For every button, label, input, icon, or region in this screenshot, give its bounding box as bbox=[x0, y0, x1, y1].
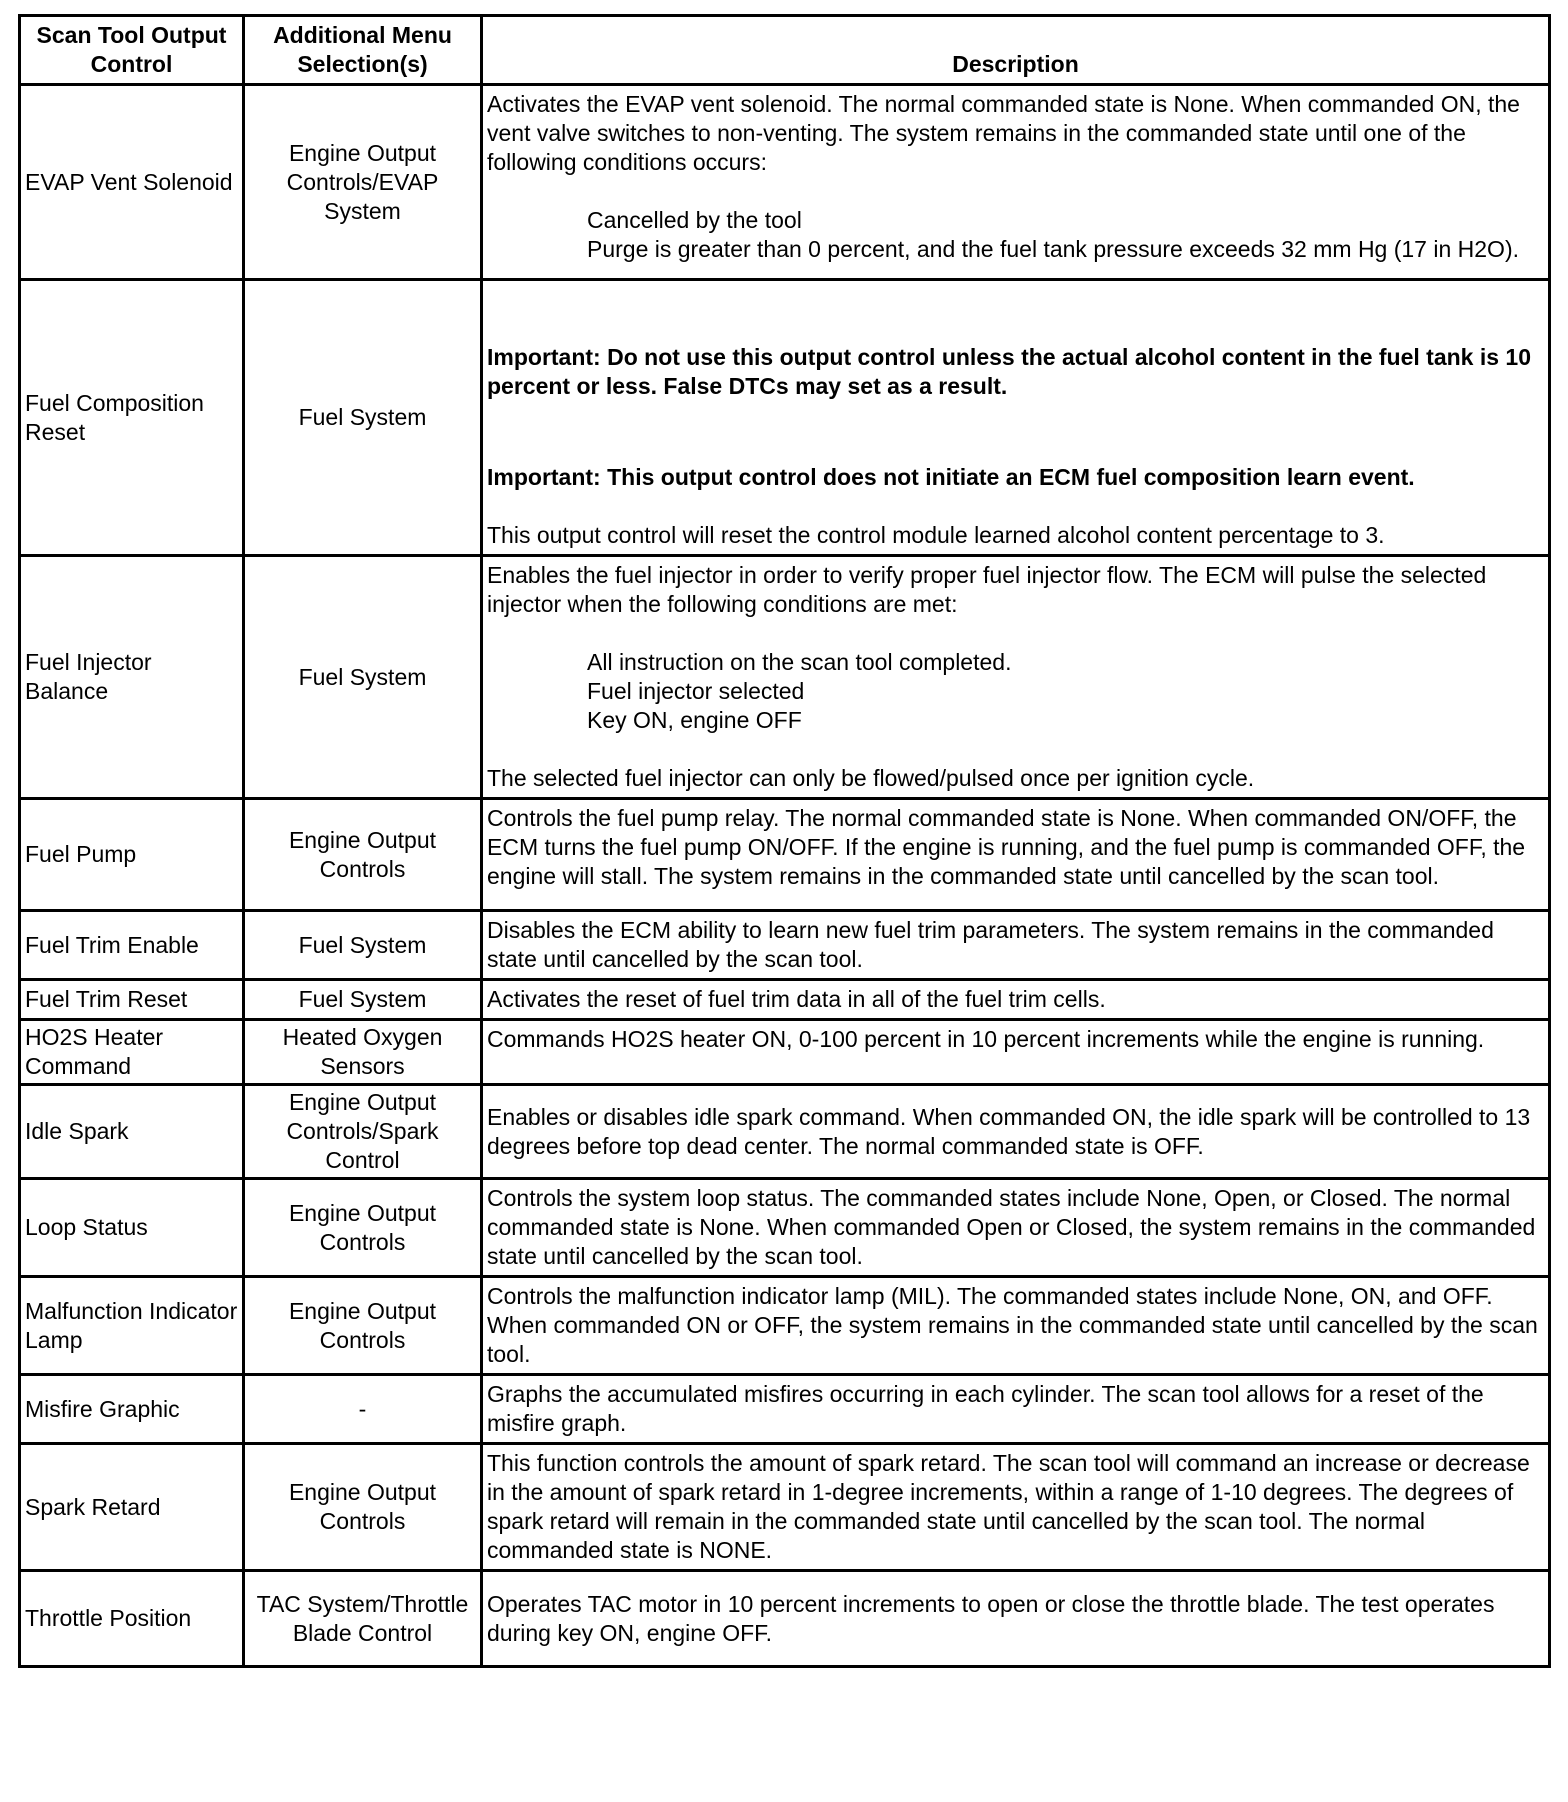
description-text: Activates the EVAP vent solenoid. The normal commanded state is None. When commanded ON, the vent valve switches to non-venting. The system remains in the commanded state until one of the following conditions occurs: bbox=[487, 91, 1520, 175]
description-cell: Controls the fuel pump relay. The normal commanded state is None. When commanded ON/OFF, the ECM turns the fuel pump ON/OFF. If the engine is running, and the fuel pump is commanded OFF, the engine will stall. The system remains in the commanded state until cancelled by the scan tool. bbox=[482, 799, 1550, 911]
table-row bbox=[20, 1020, 1550, 1085]
control-cell: Fuel Injector Balance bbox=[20, 556, 244, 799]
description-cell bbox=[482, 85, 1550, 280]
scan-tool-output-controls-table bbox=[18, 14, 1551, 1668]
table-row bbox=[20, 1571, 1550, 1667]
menu-cell: Engine Output Controls bbox=[244, 1179, 482, 1277]
control-cell: Throttle Position bbox=[20, 1571, 244, 1667]
table-row bbox=[20, 980, 1550, 1020]
description-cell: Activates the reset of fuel trim data in all of the fuel trim cells. bbox=[482, 980, 1550, 1020]
description-cell: Disables the ECM ability to learn new fuel trim parameters. The system remains in the commanded state until cancelled by the scan tool. bbox=[482, 911, 1550, 980]
control-cell: Fuel Pump bbox=[20, 799, 244, 911]
important-note: Important: Do not use this output control unless the actual alcohol content in the fuel tank is 10 percent or less. False DTCs may set as a result. bbox=[487, 344, 1532, 399]
menu-cell: Engine Output Controls bbox=[244, 1444, 482, 1571]
header-description: Description bbox=[482, 16, 1550, 85]
description-cell: Controls the malfunction indicator lamp (MIL). The commanded states include None, ON, and OFF. When commanded ON or OFF, the system remains in the commanded state until cancelled by the scan tool. bbox=[482, 1277, 1550, 1375]
menu-cell: Engine Output Controls/Spark Control bbox=[244, 1085, 482, 1179]
table-row bbox=[20, 1085, 1550, 1179]
table-row bbox=[20, 1179, 1550, 1277]
menu-cell: Engine Output Controls bbox=[244, 1277, 482, 1375]
header-control: Scan Tool Output Control bbox=[20, 16, 244, 85]
table-row bbox=[20, 799, 1550, 911]
header-row bbox=[20, 16, 1550, 85]
description-cell: Enables or disables idle spark command. When commanded ON, the idle spark will be controlled to 13 degrees before top dead center. The normal commanded state is OFF. bbox=[482, 1085, 1550, 1179]
condition-list bbox=[487, 648, 1544, 735]
list-item: Fuel injector selected bbox=[587, 678, 805, 704]
control-cell: Fuel Composition Reset bbox=[20, 280, 244, 556]
description-text: The selected fuel injector can only be flowed/pulsed once per ignition cycle. bbox=[487, 765, 1255, 791]
list-item: Purge is greater than 0 percent, and the fuel tank pressure exceeds 32 mm Hg (17 in H2O). bbox=[587, 236, 1519, 262]
description-text: This output control will reset the control module learned alcohol content percentage to 3. bbox=[487, 522, 1385, 548]
description-cell: Graphs the accumulated misfires occurring in each cylinder. The scan tool allows for a reset of the misfire graph. bbox=[482, 1375, 1550, 1444]
description-cell bbox=[482, 280, 1550, 556]
menu-cell: - bbox=[244, 1375, 482, 1444]
control-cell: Malfunction Indicator Lamp bbox=[20, 1277, 244, 1375]
description-cell: This function controls the amount of spark retard. The scan tool will command an increase or decrease in the amount of spark retard in 1-degree increments, within a range of 1-10 degrees. The degrees of spark retard will remain in the commanded state until cancelled by the scan tool. The normal commanded state is NONE. bbox=[482, 1444, 1550, 1571]
menu-cell: TAC System/Throttle Blade Control bbox=[244, 1571, 482, 1667]
condition-list bbox=[487, 206, 1544, 264]
control-cell: Idle Spark bbox=[20, 1085, 244, 1179]
menu-cell: Engine Output Controls bbox=[244, 799, 482, 911]
description-text: Enables the fuel injector in order to verify proper fuel injector flow. The ECM will pulse the selected injector when the following conditions are met: bbox=[487, 562, 1487, 617]
description-cell: Controls the system loop status. The commanded states include None, Open, or Closed. The normal commanded state is None. When commanded Open or Closed, the system remains in the commanded state until cancelled by the scan tool. bbox=[482, 1179, 1550, 1277]
menu-cell: Fuel System bbox=[244, 980, 482, 1020]
table-row bbox=[20, 556, 1550, 799]
menu-cell: Fuel System bbox=[244, 556, 482, 799]
menu-cell: Fuel System bbox=[244, 280, 482, 556]
control-cell: Misfire Graphic bbox=[20, 1375, 244, 1444]
description-cell bbox=[482, 556, 1550, 799]
important-note: Important: This output control does not initiate an ECM fuel composition learn event. bbox=[487, 464, 1415, 490]
list-item: Key ON, engine OFF bbox=[587, 707, 802, 733]
table-row bbox=[20, 1444, 1550, 1571]
table-row bbox=[20, 911, 1550, 980]
control-cell: HO2S Heater Command bbox=[20, 1020, 244, 1085]
menu-cell: Heated Oxygen Sensors bbox=[244, 1020, 482, 1085]
table-row bbox=[20, 1277, 1550, 1375]
control-cell: Loop Status bbox=[20, 1179, 244, 1277]
list-item: All instruction on the scan tool completed. bbox=[587, 649, 1012, 675]
header-menu: Additional Menu Selection(s) bbox=[244, 16, 482, 85]
table-row bbox=[20, 280, 1550, 556]
description-cell: Commands HO2S heater ON, 0-100 percent in 10 percent increments while the engine is running. bbox=[482, 1020, 1550, 1085]
table-row bbox=[20, 85, 1550, 280]
control-cell: Fuel Trim Reset bbox=[20, 980, 244, 1020]
description-cell: Operates TAC motor in 10 percent increments to open or close the throttle blade. The test operates during key ON, engine OFF. bbox=[482, 1571, 1550, 1667]
menu-cell: Engine Output Controls/EVAP System bbox=[244, 85, 482, 280]
menu-cell: Fuel System bbox=[244, 911, 482, 980]
control-cell: Spark Retard bbox=[20, 1444, 244, 1571]
control-cell: Fuel Trim Enable bbox=[20, 911, 244, 980]
table-row bbox=[20, 1375, 1550, 1444]
list-item: Cancelled by the tool bbox=[587, 207, 802, 233]
control-cell: EVAP Vent Solenoid bbox=[20, 85, 244, 280]
